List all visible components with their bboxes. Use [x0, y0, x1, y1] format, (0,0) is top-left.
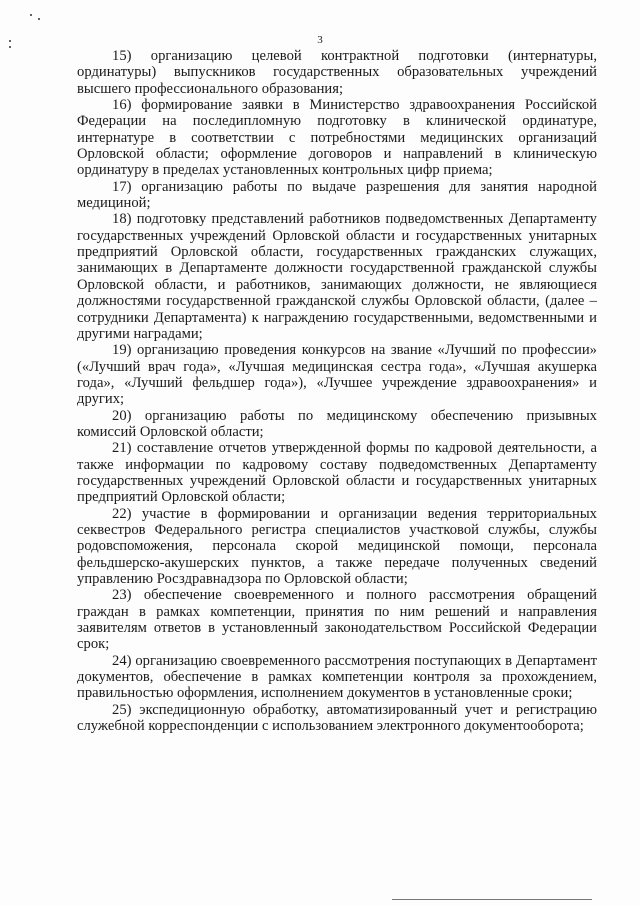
list-item-15: 15) организацию целевой контрактной подготовки (интернатуры, ординатуры) выпускников государственных образовательных учреждений высшего профессионального образования;: [77, 48, 597, 97]
scan-edge-line: [392, 899, 592, 900]
scan-speck: [30, 14, 32, 16]
document-body: [77, 48, 597, 734]
list-item-21: 21) составление отчетов утвержденной формы по кадровой деятельности, а также информации по кадровому составу подведомственных Департаменту государственных учреждений Орловской области и государственных унитарных предприятий Орловской области;: [77, 440, 597, 506]
page-number: 3: [317, 34, 323, 46]
list-item-20: 20) организацию работы по медицинскому обеспечению призывных комиссий Орловской области;: [77, 407, 597, 440]
list-item-23: 23) обеспечение своевременного и полного рассмотрения обращений граждан в рамках компетенции, принятия по ним решений и направления заявителям ответов в установленный законодательством Российской Федерации срок;: [77, 587, 597, 653]
list-item-19: 19) организацию проведения конкурсов на звание «Лучший по профессии» («Лучший врач года», «Лучшая медицинская сестра года», «Лучшая акушерка года», «Лучший фельдшер года»), «Лучшее учреждение здравоохранения» и других;: [77, 342, 597, 408]
list-item-22: 22) участие в формировании и организации ведения территориальных секвестров Федерального регистра специалистов участковой службы, службы родовспоможения, персонала скорой медицинской помощи, персонала фельдшерско-акушерских пунктов, а также передаче полученных сведений управлению Росздравнадзора по Орловской области;: [77, 505, 597, 587]
list-item-25: 25) экспедиционную обработку, автоматизированный учет и регистрацию служебной корреспонденции с использованием электронного документооборота;: [77, 701, 597, 735]
scan-speck: [38, 18, 40, 20]
list-item-24: 24) организацию своевременного рассмотрения поступающих в Департамент документов, обеспечение в рамках компетенции контроля за прохождением, правильностью оформления, исполнением документов в установленные сроки;: [77, 652, 597, 702]
list-item-18: 18) подготовку представлений работников подведомственных Департаменту государственных учреждений Орловской области и государственных унитарных предприятий Орловской области, государственных гражданских служащих, занимающих в Департаменте должности государственной гражданской службы Орловской области, и работников, занимающих должности, не являющиеся должностями государственной гражданской службы Орловской области, (далее – сотрудники Департамента) к награждению государственными, ведомственными и другими наградами;: [77, 211, 597, 342]
scan-speck: [9, 46, 11, 48]
list-item-16: 16) формирование заявки в Министерство здравоохранения Российской Федерации на последипломную подготовку в клинической ординатуре, интернатуре в соответствии с потребностями медицинских организаций Орловской области; оформление договоров и направлений в клиническую ординатуру в пределах установленных контрольных цифр приема;: [77, 97, 597, 179]
list-item-17: 17) организацию работы по выдаче разрешения для занятия народной медициной;: [77, 178, 597, 212]
